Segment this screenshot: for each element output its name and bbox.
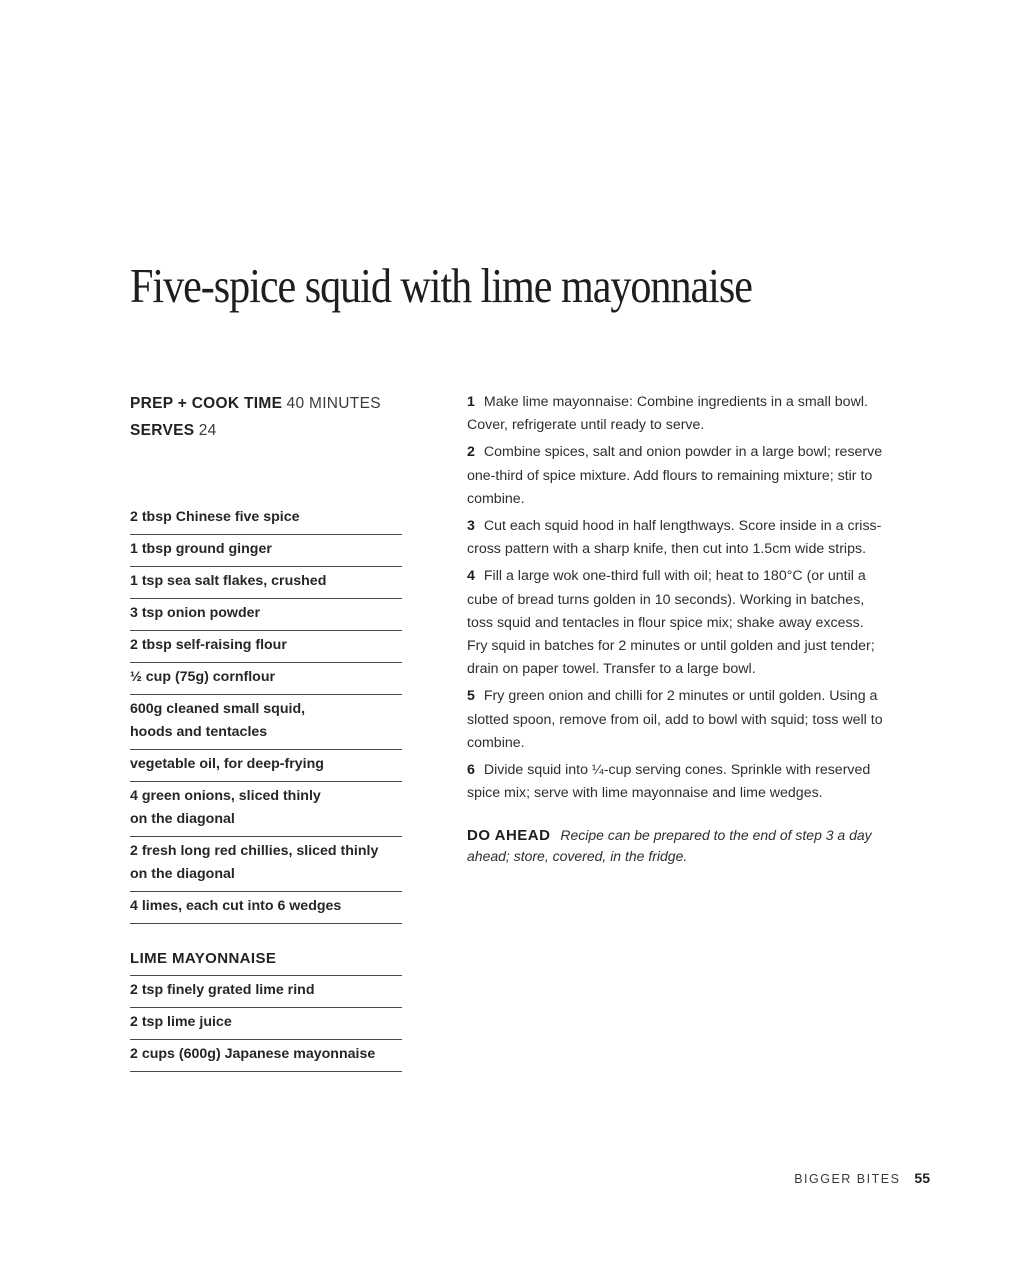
ingredient-item: ½ cup (75g) cornflour	[130, 663, 402, 695]
ingredient-item: vegetable oil, for deep-frying	[130, 750, 402, 782]
page-footer	[794, 1168, 930, 1189]
step-text: Make lime mayonnaise: Combine ingredients in a small bowl. Cover, refrigerate until ready to serve.	[467, 394, 868, 434]
ingredient-item: 1 tbsp ground ginger	[130, 535, 402, 567]
method-step	[467, 515, 887, 561]
method-step	[467, 759, 887, 805]
page-number: 55	[914, 1170, 930, 1186]
step-number: 5	[467, 688, 475, 705]
method-step	[467, 441, 887, 511]
ingredient-item: 600g cleaned small squid, hoods and tentacles	[130, 695, 402, 750]
ingredient-item: 3 tsp onion powder	[130, 599, 402, 631]
method-step	[467, 391, 887, 437]
do-ahead-text: Recipe can be prepared to the end of step 3 a day ahead; store, covered, in the fridge.	[467, 827, 872, 865]
lime-mayonnaise-heading: LIME MAYONNAISE	[130, 947, 402, 976]
recipe-title: Five-spice squid with lime mayonnaise	[130, 258, 752, 313]
method-step	[467, 565, 887, 681]
ingredient-item: 2 fresh long red chillies, sliced thinly on the diagonal	[130, 837, 402, 892]
do-ahead-note	[467, 825, 887, 867]
step-number: 2	[467, 444, 475, 461]
ingredient-item: 2 tsp finely grated lime rind	[130, 976, 402, 1008]
prep-time-label: PREP + COOK TIME	[130, 395, 283, 412]
prep-time-line	[130, 390, 410, 417]
section-name: BIGGER BITES	[794, 1172, 901, 1186]
step-number: 1	[467, 394, 475, 410]
prep-time-value: 40 MINUTES	[286, 395, 381, 412]
ingredient-list	[130, 503, 402, 924]
recipe-meta	[130, 390, 410, 444]
lime-mayonnaise-list	[130, 976, 402, 1072]
ingredient-item: 2 tsp lime juice	[130, 1008, 402, 1040]
ingredient-item: 4 limes, each cut into 6 wedges	[130, 892, 402, 924]
ingredient-item: 1 tsp sea salt flakes, crushed	[130, 567, 402, 599]
step-text: Fill a large wok one-third full with oil; heat to 180°C (or until a cube of bread turns golden in 10 seconds). Working in batches, toss squid and tentacles in flour spice mix; shake away excess. Fry squid in batches for 2 minutes or until golden and just tender; drain on paper towel. Transfer to a large bowl.	[467, 568, 875, 678]
step-text: Cut each squid hood in half lengthways. Score inside in a criss-cross pattern with a sharp knife, then cut into 1.5cm wide strips.	[467, 518, 882, 558]
step-number: 6	[467, 762, 475, 779]
method-section	[467, 391, 887, 867]
do-ahead-label: DO AHEAD	[467, 827, 551, 845]
ingredient-item: 2 tbsp Chinese five spice	[130, 503, 402, 535]
ingredient-item: 4 green onions, sliced thinly on the diagonal	[130, 782, 402, 837]
step-number: 3	[467, 518, 475, 535]
step-text: Divide squid into ¼-cup serving cones. Sprinkle with reserved spice mix; serve with lime mayonnaise and lime wedges.	[467, 762, 871, 802]
step-text: Fry green onion and chilli for 2 minutes or until golden. Using a slotted spoon, remove from oil, add to bowl with squid; toss well to combine.	[467, 688, 883, 751]
serves-line	[130, 417, 410, 444]
serves-value: 24	[198, 422, 217, 439]
ingredient-item: 2 tbsp self-raising flour	[130, 631, 402, 663]
ingredients-section	[130, 503, 402, 1072]
step-number: 4	[467, 568, 475, 585]
method-step	[467, 685, 887, 755]
step-text: Combine spices, salt and onion powder in a large bowl; reserve one-third of spice mixture. Add flours to remaining mixture; stir to combine.	[467, 444, 883, 507]
ingredient-item: 2 cups (600g) Japanese mayonnaise	[130, 1040, 402, 1072]
serves-label: SERVES	[130, 422, 195, 439]
